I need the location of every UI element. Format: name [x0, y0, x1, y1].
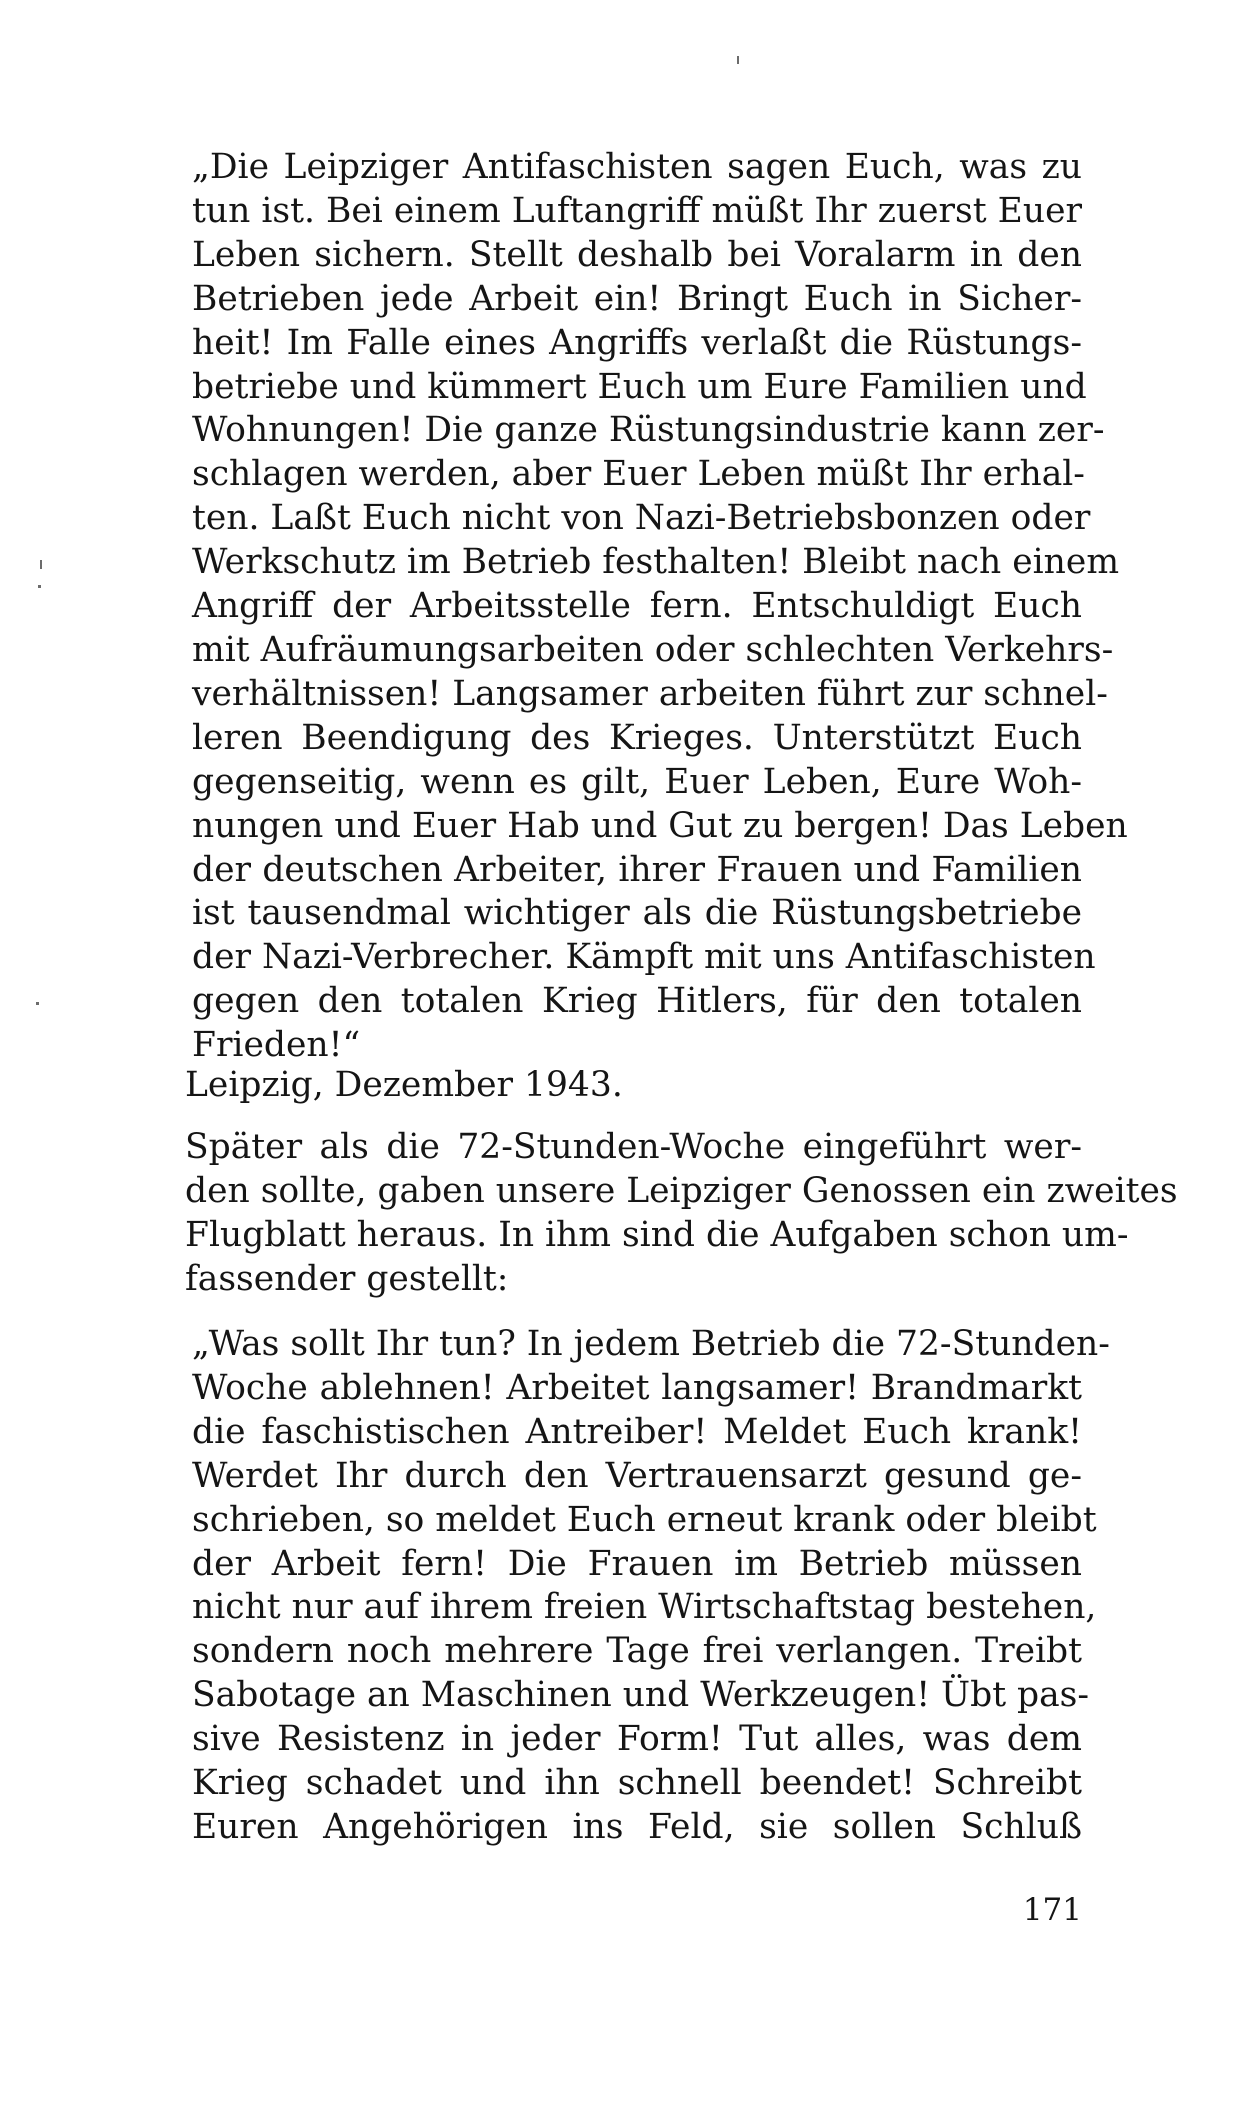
text-line: sondern noch mehrere Tage frei verlangen. Treibt [192, 1631, 1082, 1672]
text-line: Flugblatt heraus. In ihm sind die Aufgaben schon um- [185, 1214, 1129, 1255]
text-line: Angriff der Arbeitsstelle fern. Entschuldigt Euch [192, 586, 1082, 627]
text-line: der Nazi-Verbrecher. Kämpft mit uns Antifaschisten [192, 937, 1096, 978]
text-line: tun ist. Bei einem Luftangriff müßt Ihr zuerst Euer [192, 190, 1082, 231]
text-line: Wohnungen! Die ganze Rüstungsindustrie kann zer- [192, 410, 1105, 451]
text-line: nicht nur auf ihrem freien Wirtschaftstag bestehen, [192, 1587, 1097, 1628]
text-line: „Was sollt Ihr tun? In jedem Betrieb die 72-Stunden- [192, 1324, 1110, 1364]
text-line: gegenseitig, wenn es gilt, Euer Leben, Eure Woh- [192, 761, 1082, 802]
text-line: ist tausendmal wichtiger als die Rüstungsbetriebe [192, 893, 1082, 934]
text-line: Krieg schadet und ihn schnell beendet! Schreibt [192, 1763, 1082, 1804]
text-line: der Arbeit fern! Die Frauen im Betrieb müssen [192, 1543, 1082, 1584]
text-line: Werkschutz im Betrieb festhalten! Bleibt nach einem [192, 542, 1120, 583]
quoted-leaflet-text-2 [192, 1323, 1110, 1850]
margin-mark [40, 560, 42, 569]
text-line: sive Resistenz in jeder Form! Tut alles, was dem [192, 1719, 1082, 1760]
text-line: „Die Leipziger Antifaschisten sagen Euch, was zu [192, 147, 1082, 187]
text-line: der deutschen Arbeiter, ihrer Frauen und Familien [192, 849, 1082, 890]
text-line: Leben sichern. Stellt deshalb bei Voralarm in den [192, 234, 1082, 275]
place-date-line [185, 1064, 1082, 1108]
body-paragraph [185, 1126, 1178, 1302]
text-line: mit Aufräumungsarbeiten oder schlechten Verkehrs- [192, 629, 1114, 670]
text-line: gegen den totalen Krieg Hitlers, für den totalen [192, 981, 1082, 1022]
text-line: heit! Im Falle eines Angriffs verlaßt die Rüstungs- [192, 322, 1082, 363]
text-line: schrieben, so meldet Euch erneut krank oder bleibt [192, 1499, 1097, 1540]
text-line: betriebe und kümmert Euch um Eure Familien und [192, 366, 1087, 407]
margin-mark [38, 585, 41, 588]
text-line: Später als die 72-Stunden-Woche eingeführt wer- [185, 1127, 1082, 1167]
text-line: Leipzig, Dezember 1943. [185, 1065, 623, 1105]
quoted-leaflet-text-1 [192, 146, 1128, 1068]
margin-mark [737, 56, 739, 64]
text-line: fassender gestellt: [185, 1258, 509, 1299]
text-line: schlagen werden, aber Euer Leben müßt Ihr erhal- [192, 454, 1085, 495]
text-line: leren Beendigung des Krieges. Unterstützt Euch [192, 717, 1082, 758]
text-line: Betrieben jede Arbeit ein! Bringt Euch in Sicher- [192, 278, 1082, 319]
text-line: Frieden!“ [192, 1025, 361, 1066]
text-line: die faschistischen Antreiber! Meldet Euch krank! [192, 1411, 1082, 1452]
page-number: 171 [1022, 1892, 1082, 1928]
text-line: den sollte, gaben unsere Leipziger Genossen ein zweites [185, 1170, 1178, 1211]
text-line: Euren Angehörigen ins Feld, sie sollen Schluß [192, 1806, 1082, 1847]
margin-mark [36, 1002, 39, 1005]
text-line: Woche ablehnen! Arbeitet langsamer! Brandmarkt [192, 1367, 1082, 1408]
text-line: verhältnissen! Langsamer arbeiten führt zur schnel- [192, 673, 1108, 714]
text-line: Sabotage an Maschinen und Werkzeugen! Übt pas- [192, 1675, 1090, 1716]
text-line: ten. Laßt Euch nicht von Nazi-Betriebsbonzen oder [192, 498, 1091, 539]
text-line: Werdet Ihr durch den Vertrauensarzt gesund ge- [192, 1455, 1082, 1496]
text-line: nungen und Euer Hab und Gut zu bergen! Das Leben [192, 805, 1128, 846]
